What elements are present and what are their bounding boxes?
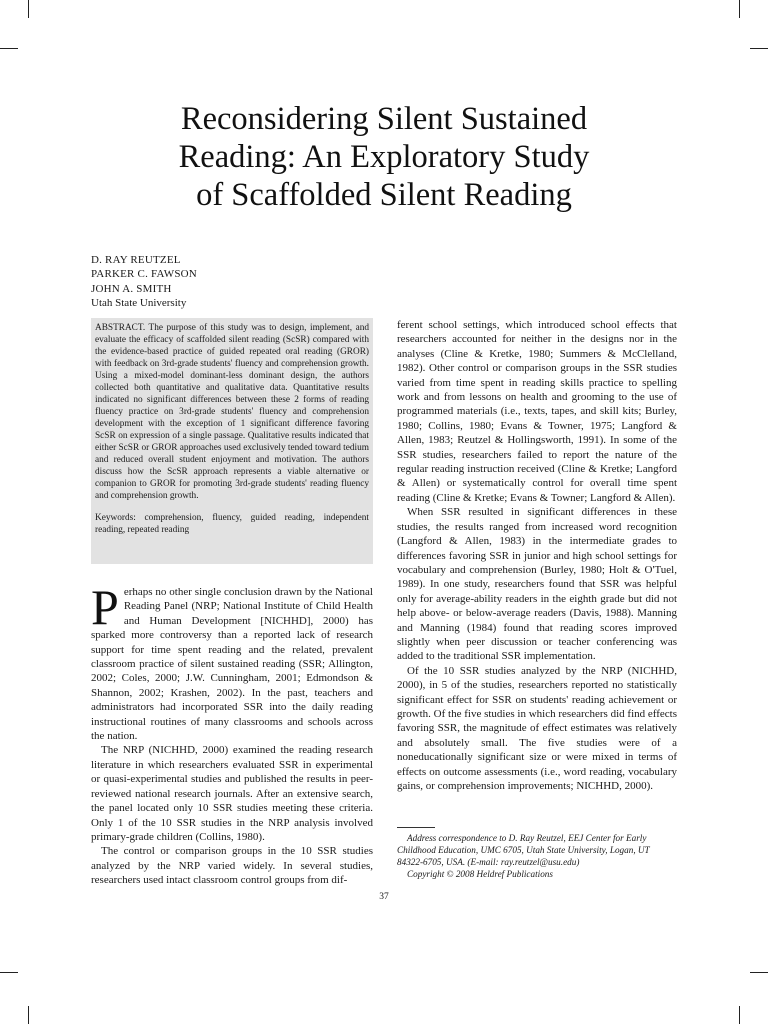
author-block [91,253,197,311]
footnote-divider [397,827,435,828]
article-title [80,100,688,214]
left-column-body [91,579,373,888]
correspondence-address: Address correspondence to D. Ray Reutzel, EEJ Center for Early Childhood Education, UMC 6705, Utah State University, Logan, UT 84322-6705, USA. (E-mail: ray.reutzel@usu.edu) [397,833,650,867]
author-name: PARKER C. FAWSON [91,268,197,281]
paragraph-text: erhaps no other single conclusion drawn by the National Reading Panel (NRP; National Institute of Child Health and Human Development [NICHHD], 2000) has sparked more controversy than a reported lack of research support for time spent reading and the related, prevalent classroom practice of silent sustained reading (SSR; Allington, 2002; Coles, 2000; J.W. Cunningham, 2001; Edmondson & Shannon, 2002; Krashen, 2002). In the past, teachers and administrators had incorporated SSR into the daily reading instructional routines of many classrooms and schools across the nation. [91,586,373,743]
right-column-body [397,318,677,793]
crop-mark-left-bottom [0,972,18,973]
body-paragraph: The NRP (NICHHD, 2000) examined the reading research literature in which researchers evaluated SSR in experimental or quasi-experimental studies and published the results in peer-reviewed national research journals. After an extensive search, the panel located only 10 SSR studies meeting these criteria. Only 1 of the 10 SSR studies in the NRP analysis involved primary-grade children (Collins, 1980). [91,744,373,843]
body-paragraph: The control or comparison groups in the 10 SSR studies analyzed by the NRP varied widely. In several studies, researchers used intact classroom control groups from dif- [91,845,373,887]
crop-mark-right-bottom [750,972,768,973]
crop-mark-bottom-right [739,1006,740,1024]
footnote [397,832,677,880]
crop-mark-bottom-left [28,1006,29,1024]
abstract-text: ABSTRACT. The purpose of this study was to design, implement, and evaluate the efficacy of scaffolded silent reading (ScSR) compared with the evidence-based practice of guided repeated oral reading (GROR) with feedback on 3rd-grade students' fluency and comprehension growth. Using a mixed-model dominant-less dominant design, the authors collected both quantitative and qualitative data. Quantitative results indicated no significant differences between these 2 forms of reading fluency practice on 3rd-grade students' fluency and comprehension development with the exception of 1 significant difference favoring ScSR on expression of a single passage. Qualitative results indicated that either ScSR or GROR approaches used exclusively tended toward tedium and reduced overall student enjoyment and motivation. The authors discuss how the ScSR approach represents a viable alternative or companion to GROR for promoting 3rd-grade students' reading fluency and comprehension growth. [95,323,369,501]
crop-mark-top-left [28,0,29,18]
crop-mark-top-right [739,0,740,18]
page-number: 37 [379,892,389,902]
drop-cap: P [91,579,119,635]
copyright-notice: Copyright © 2008 Heldref Publications [407,869,553,879]
abstract-box [91,318,373,564]
crop-mark-left-top [0,48,18,49]
title-line-3: of Scaffolded Silent Reading [196,177,572,213]
author-name: JOHN A. SMITH [91,282,172,295]
body-paragraph: When SSR resulted in significant differences in these studies, the results ranged from increased word recognition (Langford & Allen, 1983) in the intermediate grades to differences favoring SSR in junior and high school settings for vocabulary and comprehension (Burley, 1980; Holt & O'Tuel, 1989). In one study, researchers found that SSR was helpful only for average-ability readers in the eighth grade but did not help above- or below-average readers (Davis, 1988). Manning and Manning (1984) found that reading scores improved slightly when peer discussion or teacher conferencing was added to the traditional SSR implementation. [397,506,677,663]
author-affiliation: Utah State University [91,297,187,310]
crop-mark-right-top [750,48,768,49]
body-paragraph [91,579,373,743]
keywords: Keywords: comprehension, fluency, guided reading, independent reading, repeated reading [95,513,369,535]
body-paragraph: ferent school settings, which introduced school effects that researchers accounted for neither in the designs nor in the analyses (Cline & Kretke, 1980; Summers & McClelland, 1982). Other control or comparison groups in the SSR studies varied from time spent in reading skills practice to spelling work and from lessons on health and grooming to the use of programmed materials (i.e., texts, tapes, and skill kits; Burley, 1980; Collins, 1980; Evans & Towner, 1975; Langford & Allen, 1983; Reutzel & Hollingsworth, 1991). In some of the SSR studies, researchers failed to report the nature of the regular reading instruction received (Cline & Kretke; Langford & Allen) or systematically control for overall time spent reading (Cline & Kretke; Evans & Towner; Langford & Allen). [397,319,677,504]
author-name: D. RAY REUTZEL [91,254,181,266]
title-line-1: Reconsidering Silent Sustained [180,101,588,137]
body-paragraph: Of the 10 SSR studies analyzed by the NRP (NICHHD, 2000), in 5 of the studies, researchers reported no statistically significant effect for SSR on students' reading achievement or growth. Of the five studies in which researchers did find effects favoring SSR, the magnitude of effect estimates was relatively and absolutely small. The five studies were of a noneducationally significant size or were mixed in terms of effects on outcome assessments (i.e., word reading, vocabulary gains, or comprehension improvements; NICHHD, 2000). [397,664,677,792]
title-line-2: Reading: An Exploratory Study [178,139,590,175]
